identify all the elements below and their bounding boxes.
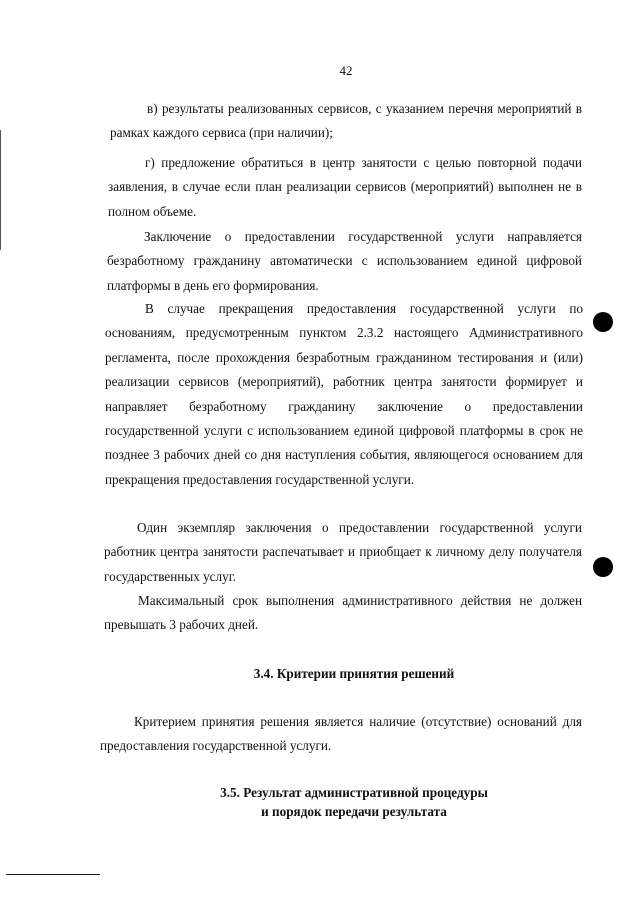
paragraph-termination-case: В случае прекращения предоставления государственной услуги по основаниям, предусмотренным пунктом 2.3.2 настоящего Административного регламента, после прохождения безработным гражданином тестирования и (или) реализации сервисов (мероприятий), работник центра занятости формирует и направляет безработному гражданину заключение о предоставлении государственной услуги с использованием единой цифровой платформы в срок не позднее 3 рабочих дней со дня наступления события, являющегося основанием для прекращения предоставления государственной услуги. [105, 301, 583, 487]
scan-edge-mark [0, 130, 1, 250]
paragraph-item-g: г) предложение обратиться в центр занятости с целью повторной подачи заявления, в случае если план реализации сервисов (мероприятий) выполнен не в полном объеме. [108, 155, 582, 219]
footnote-rule [6, 874, 100, 875]
section-heading-3-5-line2: и порядок передачи результата [261, 804, 447, 819]
section-heading-3-4: 3.4. Критерии принятия решений [253, 666, 455, 681]
section-heading-3-5-line1: 3.5. Результат административной процедуры [220, 785, 488, 800]
page-number: 42 [339, 63, 353, 78]
paragraph-copy-attached: Один экземпляр заключения о предоставлении государственной услуги работник центра занятости распечатывает и приобщает к личному делу получателя государственных услуг. [104, 520, 582, 584]
paragraph-decision-criterion: Критерием принятия решения является наличие (отсутствие) оснований для предоставления государственной услуги. [100, 714, 582, 754]
punch-hole-bottom [593, 557, 613, 577]
paragraph-max-term: Максимальный срок выполнения административного действия не должен превышать 3 рабочих дней. [104, 593, 582, 633]
paragraph-conclusion-sent: Заключение о предоставлении государственной услуги направляется безработному гражданину автоматически с использованием единой цифровой платформы в день его формирования. [107, 229, 582, 293]
paragraph-item-v: в) результаты реализованных сервисов, с указанием перечня мероприятий в рамках каждого сервиса (при наличии); [110, 101, 582, 141]
punch-hole-top [593, 312, 613, 332]
